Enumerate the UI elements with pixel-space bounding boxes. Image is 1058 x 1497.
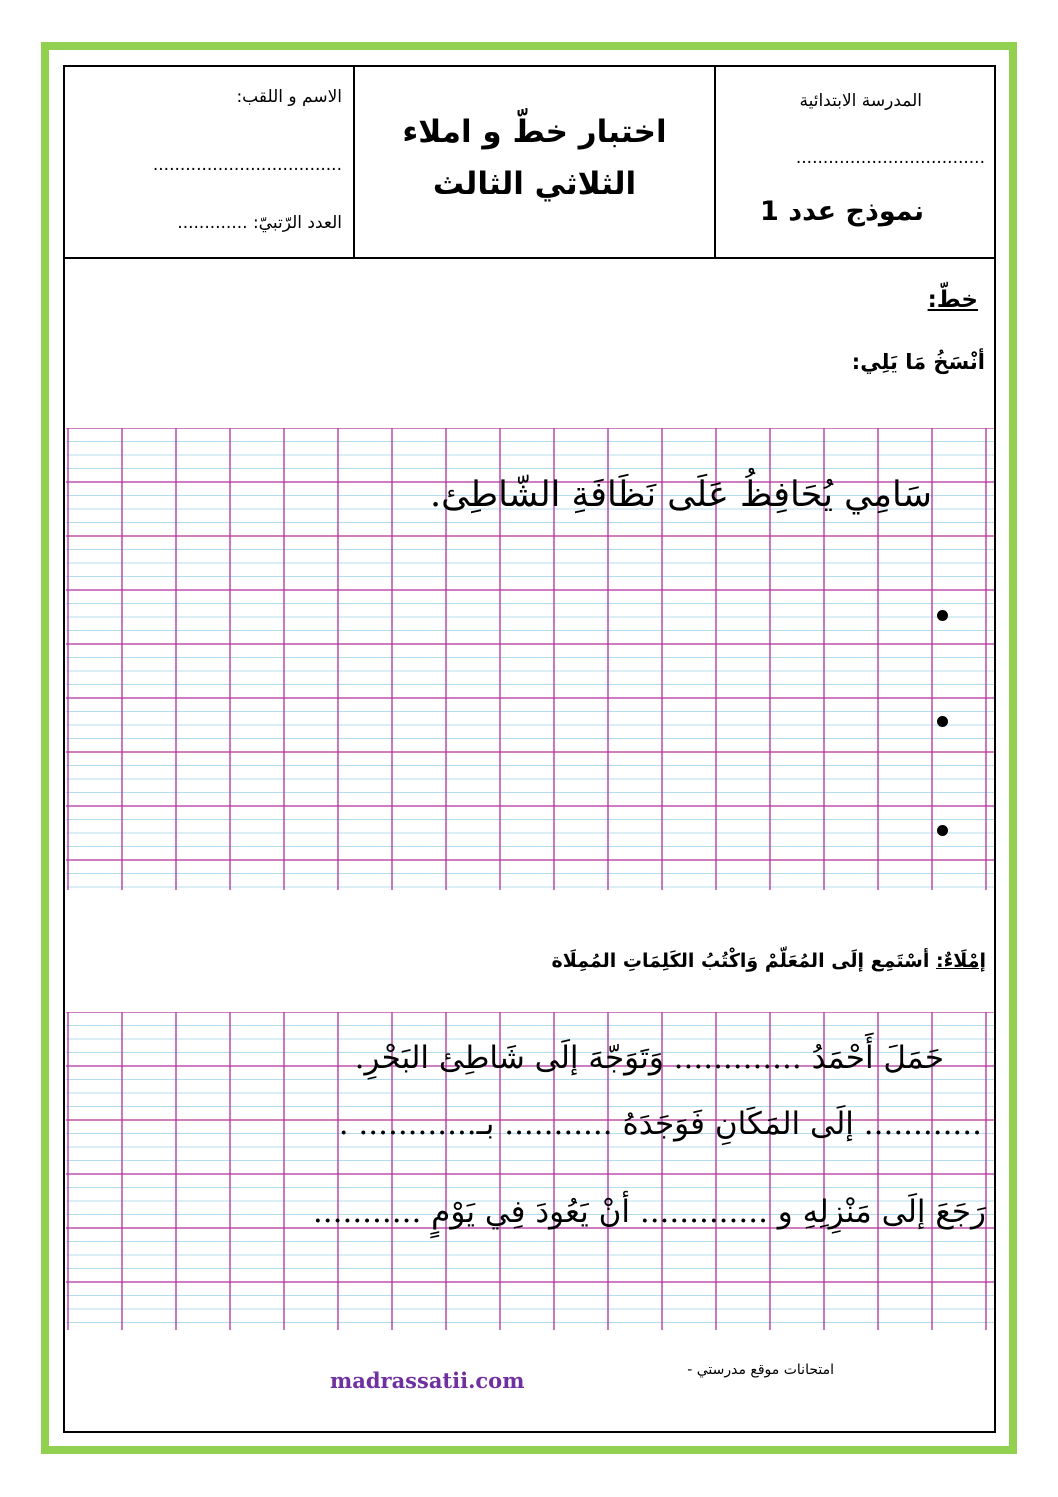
header-divider-right: [714, 65, 716, 258]
dictation-line-3: رَجَعَ إلَى مَنْزِلِهِ و ............. أنْ يَعُودَ فِي يَوْمٍ ...........: [312, 1194, 986, 1230]
name-label: الاسم و اللقب:: [236, 87, 342, 107]
copy-sentence: سَامِي يُحَافِظُ عَلَى نَظَافَةِ الشّاطِئ.: [429, 475, 932, 515]
site-name: madrassatii.com: [330, 1368, 525, 1393]
handwriting-heading: خطّ:: [927, 287, 978, 313]
name-field[interactable]: ...................................: [152, 155, 342, 175]
writing-line-bullet: [937, 610, 948, 621]
school-name-field[interactable]: ...................................: [795, 148, 985, 168]
dictation-heading: [552, 950, 986, 972]
rank-label: العدد الرّتبيّ: .............: [177, 213, 342, 233]
dictation-instruction: أسْتَمِع إلَى المُعَلّمْ وَاكْتُبُ الكَلِمَاتِ المُمِلَاة: [551, 950, 930, 972]
dictation-line-2: ............ إلَى المَكَانِ فَوَجَدَهُ ........... بـ............ .: [338, 1106, 982, 1142]
writing-line-bullet: [937, 825, 948, 836]
school-label: المدرسة الابتدائية: [799, 91, 922, 111]
dictation-heading-label: إمْلَاءٌ:: [935, 950, 986, 972]
exam-term: الثلاثي الثالث: [432, 166, 637, 202]
model-number: نموذج عدد 1: [760, 196, 924, 227]
writing-line-bullet: [937, 716, 948, 727]
header-divider-left: [353, 65, 355, 258]
dictation-line-1: حَمَلَ أَحْمَدُ ............. وَتَوَجّهَ إلَى شَاطِئ البَحْرِ.: [354, 1040, 944, 1076]
header-bottom-divider: [63, 257, 996, 259]
exam-title: اختبار خطّ و املاء: [402, 114, 667, 150]
handwriting-instruction: أنْسَخُ مَا يَلِي:: [851, 350, 985, 374]
exams-note: امتحانات موقع مدرستي -: [687, 1362, 834, 1378]
